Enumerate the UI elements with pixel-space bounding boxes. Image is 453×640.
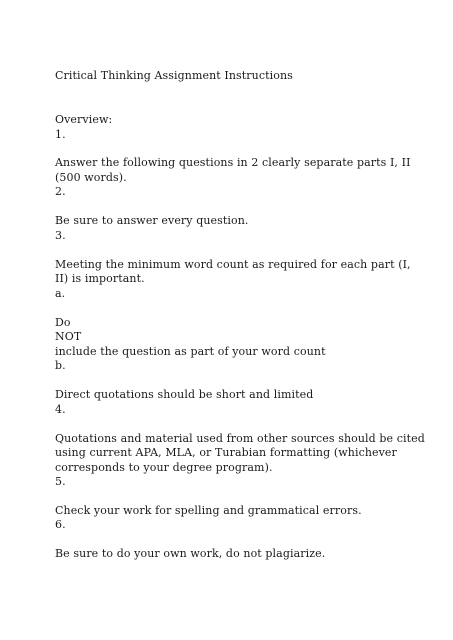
instruction-text: Be sure to do your own work, do not plagiarize. [55, 547, 326, 560]
instruction-text: Check your work for spelling and grammatical errors. [55, 504, 362, 517]
instruction-text: Quotations and material used from other sources should be cited [55, 432, 425, 445]
instruction-text: corresponds to your degree program). [55, 461, 273, 474]
list-marker: 1. [55, 128, 66, 141]
instruction-text: Direct quotations should be short and limited [55, 388, 314, 401]
list-marker: 5. [55, 475, 66, 488]
list-marker: 6. [55, 518, 66, 531]
instruction-text: Do [55, 316, 71, 329]
list-marker: a. [55, 287, 66, 300]
instruction-text: Answer the following questions in 2 clearly separate parts I, II [55, 156, 411, 169]
instruction-text: II) is important. [55, 272, 145, 285]
instruction-text: Be sure to answer every question. [55, 214, 249, 227]
list-marker: 3. [55, 229, 66, 242]
instruction-text: using current APA, MLA, or Turabian formatting (whichever [55, 446, 397, 459]
list-marker: 2. [55, 185, 66, 198]
instruction-text: NOT [55, 330, 82, 343]
instruction-text: (500 words). [55, 171, 127, 184]
list-marker: 4. [55, 403, 66, 416]
overview-heading: Overview: [55, 113, 113, 126]
instruction-text: include the question as part of your word count [55, 345, 326, 358]
instruction-text: Meeting the minimum word count as required for each part (I, [55, 258, 411, 271]
document-title: Critical Thinking Assignment Instructions [55, 69, 293, 82]
list-marker: b. [55, 359, 66, 372]
